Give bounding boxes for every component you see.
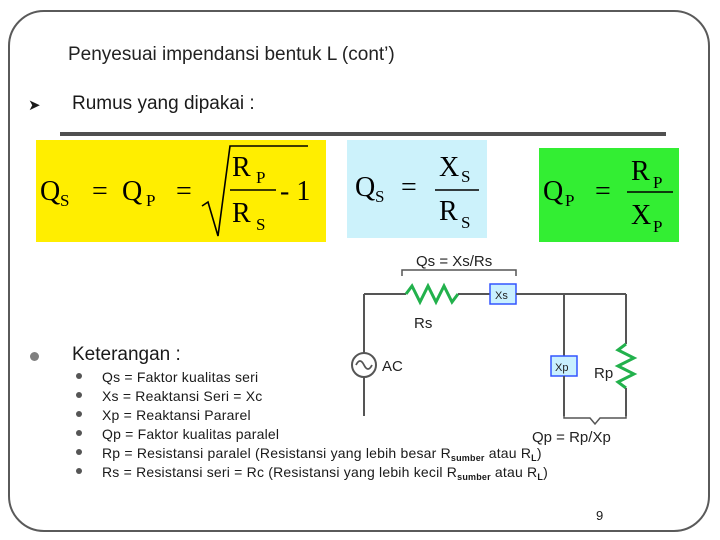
bullet-icon [76,430,82,436]
formula-qp-box [539,148,679,247]
list-item: Qs = Faktor kualitas seri [76,368,548,387]
formula-r-symbol: R [439,196,458,227]
bullet-icon [76,373,82,379]
bullet-icon [76,411,82,417]
formula-p-subscript: P [653,173,663,192]
formula-r-symbol: R [631,156,650,187]
bullet-icon [76,392,82,398]
formula-s-subscript: S [461,213,471,232]
formula-qs-qp-box [36,140,326,247]
divider-rule [60,132,666,136]
formula-qs [347,140,487,238]
formula-equals: = [176,176,192,207]
bullet-icon [76,449,82,455]
notes-heading: Keterangan : [72,344,181,365]
qs-bracket [402,270,516,276]
formula-q-symbol: Q [40,176,61,207]
formula-s-subscript: S [256,215,266,234]
formula-r-symbol: R [232,198,251,229]
rs-label: Rs [414,315,433,332]
slide-title: Penyesuai impendansi bentuk L (cont’) [68,44,395,65]
qs-label: Qs = Xs/Rs [416,253,493,270]
formula-s-subscript: S [461,167,471,186]
ac-label: AC [382,358,403,375]
list-item: Qp = Faktor kualitas paralel [76,425,548,444]
formula-qs-qp [36,140,326,242]
xp-label: Xp [555,362,569,374]
formula-r-symbol: R [232,152,251,183]
formula-minus-one: - 1 [280,176,311,207]
formula-s-subscript: S [60,191,70,210]
list-item: Rs = Resistansi seri = Rc (Resistansi yang lebih kecil $R_{sumber}$ atau $R_L$) [76,463,548,482]
page-number: 9 [596,508,604,523]
formula-q-symbol: Q [122,176,143,207]
formula-equals: = [401,172,417,203]
formula-heading: Rumus yang dipakai : [72,93,255,114]
rp-label: Rp [594,365,614,382]
rp-resistor [618,344,634,388]
formula-x-symbol: X [631,200,652,231]
formula-s-subscript: S [375,187,385,206]
formula-qp [539,148,679,242]
formula-q-symbol: Q [543,176,564,207]
notes-list [76,368,548,482]
xs-label: Xs [495,290,508,302]
bullet-icon [76,468,82,474]
formula-p-subscript: P [146,191,156,210]
qp-label: Qp = Rp/Xp [532,429,611,446]
list-item: Rp = Resistansi paralel (Resistansi yang lebih besar $R_{sumber}$ atau $R_L$) [76,444,548,463]
formula-p-subscript: P [653,217,663,236]
formula-equals: = [92,176,108,207]
rs-resistor [406,286,458,302]
round-bullet-icon [30,352,39,361]
qp-bracket [564,412,626,424]
formula-p-subscript: P [565,191,575,210]
arrow-bullet-icon: ➤ [28,97,41,114]
formula-equals: = [595,176,611,207]
formula-q-symbol: Q [355,172,376,203]
list-item: Xp = Reaktansi Pararel [76,406,548,425]
formula-p-subscript: P [256,168,266,187]
list-item: Xs = Reaktansi Seri = Xc [76,387,548,406]
formula-qs-box [347,140,487,243]
formula-x-symbol: X [439,152,460,183]
